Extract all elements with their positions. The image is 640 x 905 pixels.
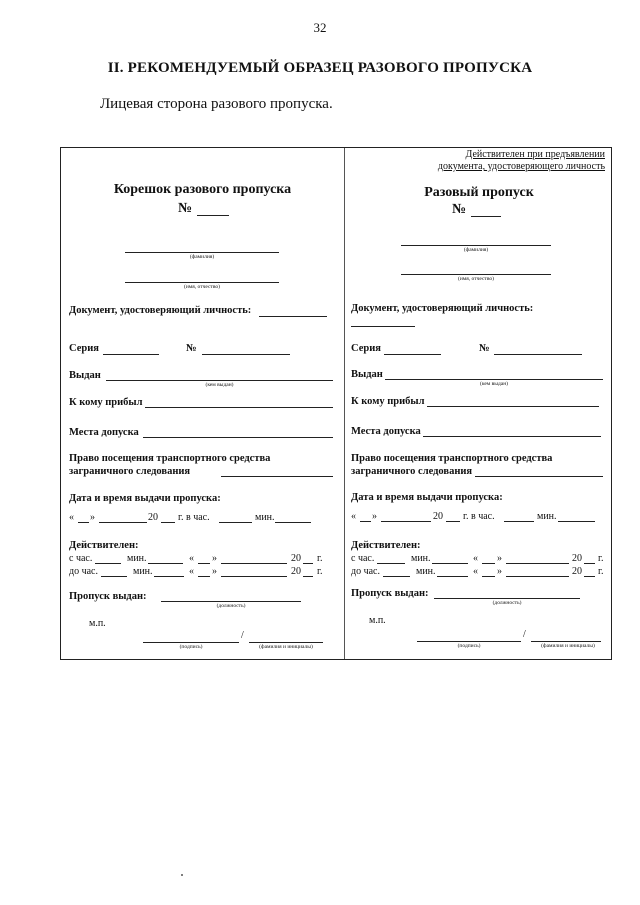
stub-series-label: Серия <box>69 343 99 354</box>
stub-to-hour-label: до час. <box>69 566 98 577</box>
stub-to-whom-field[interactable] <box>145 407 333 408</box>
pass-minutes-label: мин. <box>537 511 557 522</box>
stub-to-year-field[interactable] <box>303 576 313 577</box>
stub-signature-caption: (подпись) <box>179 644 203 650</box>
scan-speck <box>181 874 183 876</box>
pass-to-min-label: мин. <box>416 566 436 577</box>
pass-series-field[interactable] <box>384 354 441 355</box>
pass-issued-by-caption: (кем выдан) <box>480 381 508 387</box>
stub-issued-pass-label: Пропуск выдан: <box>69 591 147 602</box>
pass-to-month-field[interactable] <box>506 576 569 577</box>
stub-title: Корешок разового пропуска <box>113 182 292 197</box>
stub-from-year-field[interactable] <box>303 563 313 564</box>
stub-seal: м.п. <box>89 618 106 629</box>
stub-to-quote-open: « <box>189 566 194 577</box>
stub-places-field[interactable] <box>143 437 333 438</box>
stub-date-close-quote: » <box>90 512 95 523</box>
stub-from-quote-open: « <box>189 553 194 564</box>
pass-places-label: Места допуска <box>351 426 421 437</box>
stub-to-year-20: 20 <box>291 566 301 577</box>
pass-position-caption: (должность) <box>492 600 522 606</box>
stub-surname-caption: (фамилия) <box>189 254 215 260</box>
stub-to-hour-field[interactable] <box>101 576 127 577</box>
stub-name-field[interactable] <box>125 282 279 283</box>
pass-issued-pass-label: Пропуск выдан: <box>351 588 429 599</box>
pass-month-field[interactable] <box>381 521 431 522</box>
stub-valid-label: Действителен: <box>69 540 139 551</box>
pass-date-open-quote: « <box>351 511 356 522</box>
stub-to-day-field[interactable] <box>198 576 210 577</box>
pass-document-label: Документ, удостоверяющий личность: <box>351 303 534 314</box>
stub-to-min-label: мин. <box>133 566 153 577</box>
stub-day-field[interactable] <box>78 522 89 523</box>
stub-issued-by-caption: (кем выдан) <box>205 382 234 388</box>
pass-from-month-field[interactable] <box>506 563 569 564</box>
pass-from-day-field[interactable] <box>482 563 495 564</box>
stub-right-to-visit-line1: Право посещения транспортного средства <box>69 453 271 464</box>
pass-from-min-field[interactable] <box>432 563 468 564</box>
pass-validity-note <box>438 149 605 173</box>
page-number: 32 <box>313 20 327 35</box>
pass-right-to-visit-field[interactable] <box>475 476 603 477</box>
pass-slash: / <box>523 629 526 640</box>
pass-validity-note-line2: документа, удостоверяющего личность <box>437 161 605 172</box>
pass-from-year-field[interactable] <box>584 563 595 564</box>
stub-document-field[interactable] <box>259 316 327 317</box>
stub-from-month-field[interactable] <box>221 563 287 564</box>
pass-signature-field[interactable] <box>417 641 521 642</box>
pass-series-label: Серия <box>351 343 381 354</box>
pass-title: Разовый пропуск <box>424 185 534 200</box>
stub-number-field[interactable] <box>197 215 229 216</box>
pass-to-quote-close: » <box>497 566 502 577</box>
stub-from-year-g: г. <box>317 553 323 564</box>
stub-minutes-label: мин. <box>255 512 275 523</box>
stub-right-to-visit-line2: заграничного следования <box>69 466 191 477</box>
stub-date-open-quote: « <box>69 512 74 523</box>
stub-document-label: Документ, удостоверяющий личность: <box>69 305 252 316</box>
stub-to-whom-label: К кому прибыл <box>69 397 143 408</box>
pass-to-min-field[interactable] <box>437 576 468 577</box>
stub-surname-initials-caption: (фамилия и инициалы) <box>259 644 313 650</box>
stub-issue-datetime-label: Дата и время выдачи пропуска: <box>69 493 221 504</box>
pass-to-year-field[interactable] <box>584 576 595 577</box>
pass-year-suffix: г. в час. <box>463 511 495 522</box>
pass-day-field[interactable] <box>360 521 371 522</box>
pass-issued-label: Выдан <box>351 369 383 380</box>
stub-num-field[interactable] <box>202 354 290 355</box>
pass-seal: м.п. <box>369 615 386 626</box>
stub-to-month-field[interactable] <box>221 576 287 577</box>
stub-number-label: № <box>178 201 193 216</box>
pass-hour-field[interactable] <box>504 521 534 522</box>
pass-right-to-visit-line2: заграничного следования <box>351 466 473 477</box>
pass-number-field[interactable] <box>471 216 501 217</box>
pass-validity-note-line1: Действителен при предъявлении <box>465 149 605 160</box>
pass-surname-caption: (фамилия) <box>463 247 489 253</box>
page-heading: II. РЕКОМЕНДУЕМЫЙ ОБРАЗЕЦ РАЗОВОГО ПРОПУСКА <box>107 60 533 76</box>
stub-name-caption: (имя, отчество) <box>184 284 220 290</box>
stub-surname-initials-field[interactable] <box>249 642 323 643</box>
pass-surname-field[interactable] <box>401 245 551 246</box>
stub-signature-field[interactable] <box>143 642 239 643</box>
pass-year-field[interactable] <box>446 521 460 522</box>
pass-position-field[interactable] <box>434 598 580 599</box>
pass-surname-initials-caption: (фамилия и инициалы) <box>541 643 595 649</box>
pass-from-hour-label: с час. <box>351 553 375 564</box>
pass-to-day-field[interactable] <box>482 576 495 577</box>
pass-from-year-20: 20 <box>572 553 582 564</box>
pass-from-min-label: мин. <box>411 553 431 564</box>
stub-surname-field[interactable] <box>125 252 279 253</box>
pass-surname-initials-field[interactable] <box>531 641 601 642</box>
pass-num-label: № <box>479 343 490 354</box>
stub-year-suffix: г. в час. <box>178 512 210 523</box>
pass-to-year-20: 20 <box>572 566 582 577</box>
stub-from-year-20: 20 <box>291 553 301 564</box>
stub-places-label: Места допуска <box>69 427 139 438</box>
stub-num-label: № <box>186 343 197 354</box>
pass-issued-field[interactable] <box>385 379 603 380</box>
stub-month-field[interactable] <box>99 522 147 523</box>
pass-name-caption: (имя, отчество) <box>458 276 494 282</box>
stub-right-to-visit-field[interactable] <box>221 476 333 477</box>
pass-to-hour-field[interactable] <box>383 576 410 577</box>
stub-from-hour-label: с час. <box>69 553 93 564</box>
stub-year-field[interactable] <box>161 522 175 523</box>
stub-issued-field[interactable] <box>106 380 333 381</box>
pass-date-close-quote: » <box>372 511 377 522</box>
pass-num-field[interactable] <box>494 354 582 355</box>
pass-to-quote-open: « <box>473 566 478 577</box>
stub-position-field[interactable] <box>161 601 301 602</box>
stub-minutes-field[interactable] <box>275 522 311 523</box>
pass-from-year-g: г. <box>598 553 604 564</box>
stub-from-min-label: мин. <box>127 553 147 564</box>
stub-from-min-field[interactable] <box>148 563 183 564</box>
pass-number-label: № <box>452 202 467 217</box>
pass-name-field[interactable] <box>401 274 551 275</box>
pass-right-to-visit-line1: Право посещения транспортного средства <box>351 453 553 464</box>
page-subheading: Лицевая сторона разового пропуска. <box>100 96 333 112</box>
stub-year-prefix: 20 <box>148 512 158 523</box>
pass-year-prefix: 20 <box>433 511 443 522</box>
pass-to-whom-field[interactable] <box>427 406 599 407</box>
pass-places-field[interactable] <box>423 436 601 437</box>
pass-minutes-field[interactable] <box>558 521 595 522</box>
pass-to-year-g: г. <box>598 566 604 577</box>
stub-to-year-g: г. <box>317 566 323 577</box>
stub-to-quote-close: » <box>212 566 217 577</box>
stub-series-field[interactable] <box>103 354 159 355</box>
pass-document-field[interactable] <box>351 326 415 327</box>
stub-from-hour-field[interactable] <box>95 563 121 564</box>
pass-from-hour-field[interactable] <box>377 563 405 564</box>
pass-from-quote-open: « <box>473 553 478 564</box>
pass-from-quote-close: » <box>497 553 502 564</box>
pass-signature-caption: (подпись) <box>457 643 481 649</box>
column-divider <box>344 148 345 659</box>
stub-slash: / <box>241 630 244 641</box>
stub-issued-label: Выдан <box>69 370 101 381</box>
pass-valid-label: Действителен: <box>351 540 421 551</box>
stub-from-day-field[interactable] <box>198 563 210 564</box>
pass-issue-datetime-label: Дата и время выдачи пропуска: <box>351 492 503 503</box>
pass-form <box>60 147 612 660</box>
pass-to-hour-label: до час. <box>351 566 380 577</box>
stub-from-quote-close: » <box>212 553 217 564</box>
stub-to-min-field[interactable] <box>154 576 184 577</box>
stub-position-caption: (должность) <box>216 603 246 609</box>
stub-hour-field[interactable] <box>219 522 252 523</box>
pass-to-whom-label: К кому прибыл <box>351 396 425 407</box>
